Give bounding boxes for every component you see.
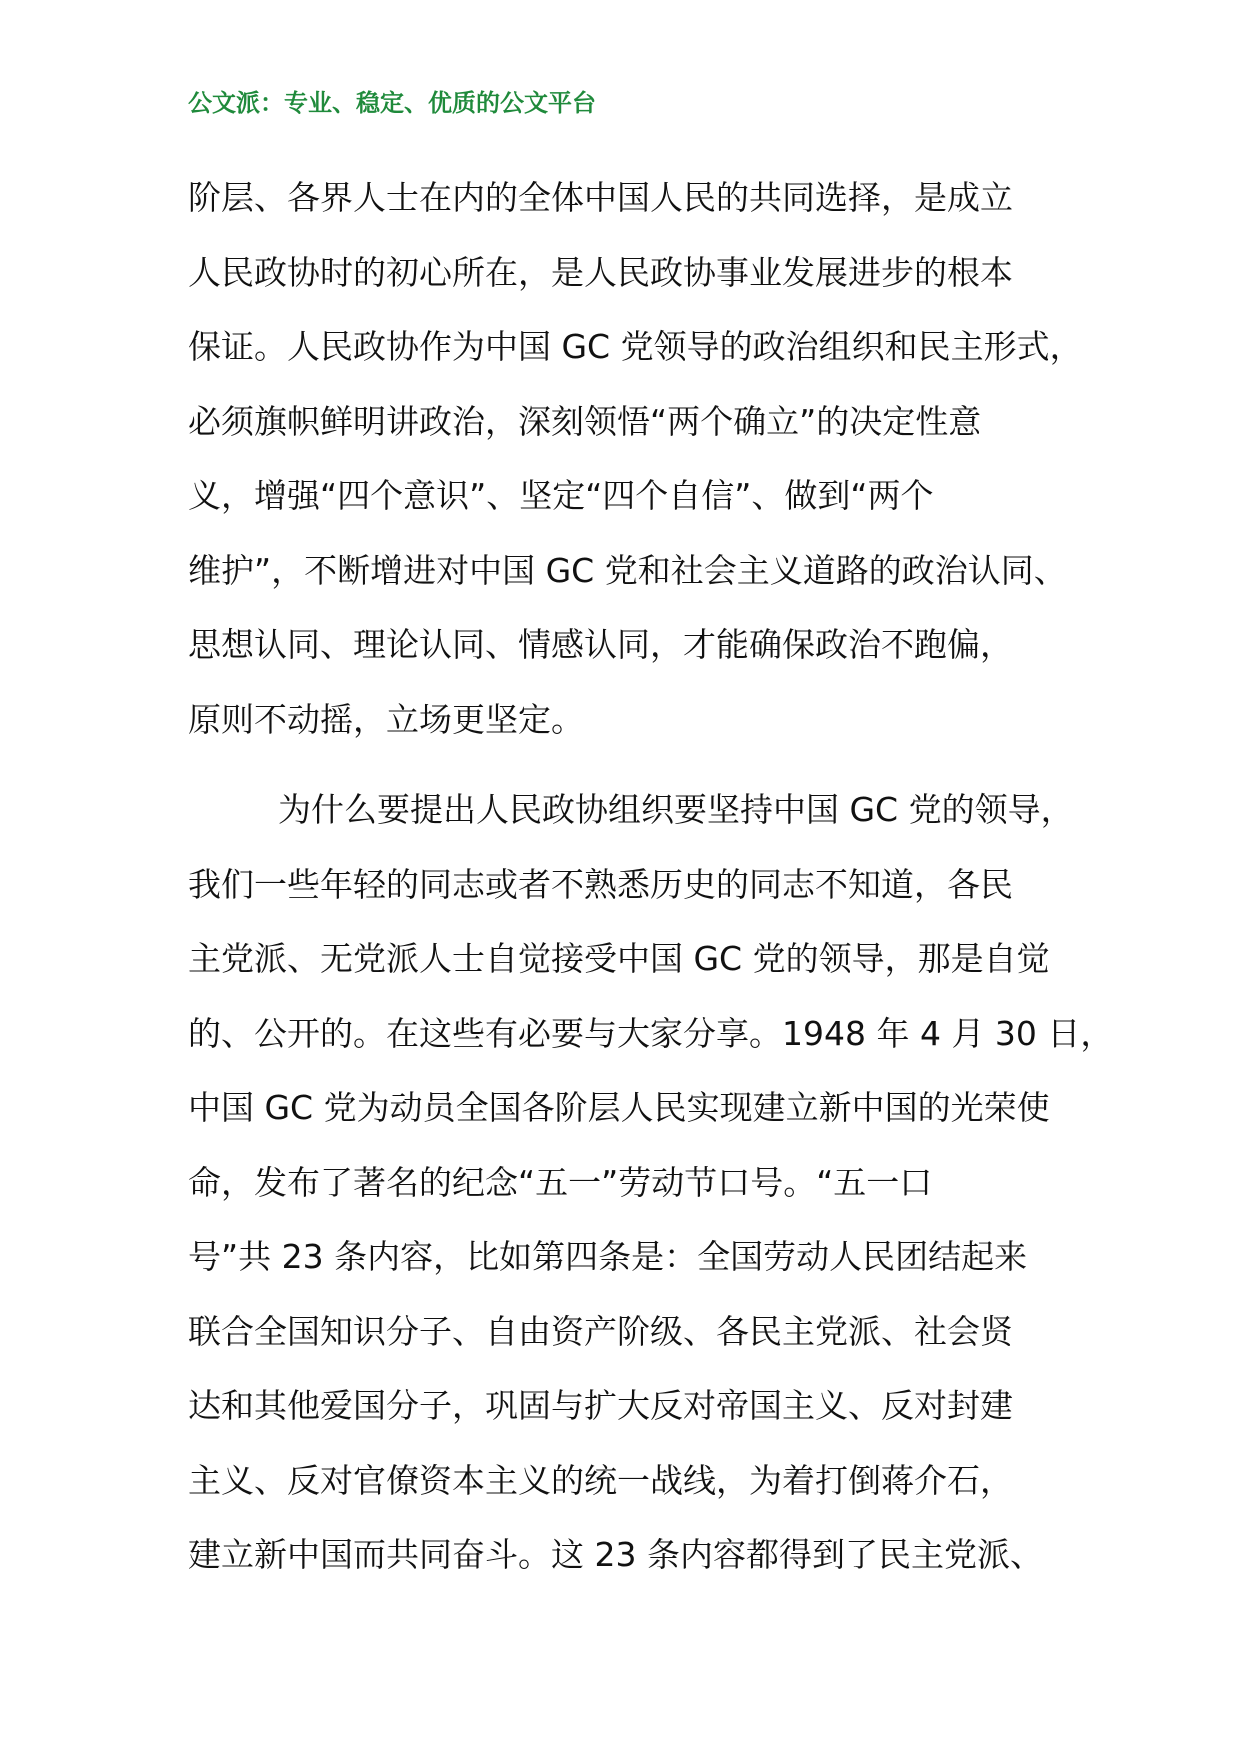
text-line: 的、公开的。在这些有必要与大家分享。1948 年 4 月 30 日， (188, 1013, 1114, 1053)
text-line: 阶层、各界人士在内的全体中国人民的共同选择，是成立 (188, 178, 1013, 217)
page-header: 公文派：专业、稳定、优质的公文平台 (188, 88, 596, 117)
text-line: 维护”，不断增进对中国 GC 党和社会主义道路的政治认同、 (188, 550, 1067, 590)
paragraph-gap (188, 762, 1088, 778)
text-line: 我们一些年轻的同志或者不熟悉历史的同志不知道，各民 (188, 864, 1013, 904)
text-line: 中国 GC 党为动员全国各阶层人民实现建立新中国的光荣使 (188, 1088, 1050, 1127)
text-line: 达和其他爱国分子，巩固与扩大反对帝国主义、反对封建 (188, 1386, 1013, 1425)
text-line: 命，发布了著名的纪念“五一”劳动节口号。“五一口 (188, 1162, 933, 1202)
text-line: 必须旗帜鲜明讲政治，深刻领悟“两个确立”的决定性意 (188, 401, 982, 441)
text-line: 为什么要提出人民政协组织要坚持中国 GC 党的领导， (278, 790, 1074, 829)
paragraph (188, 166, 1088, 762)
text-line: 人民政协时的初心所在，是人民政协事业发展进步的根本 (188, 252, 1013, 292)
text-line: 主义、反对官僚资本主义的统一战线，为着打倒蒋介石， (188, 1460, 1013, 1500)
text-line: 主党派、无党派人士自觉接受中国 GC 党的领导，那是自觉 (188, 939, 1050, 978)
text-line: 原则不动摇，立场更坚定。 (188, 699, 584, 739)
text-line: 义，增强“四个意识”、坚定“四个自信”、做到“两个 (188, 476, 934, 515)
paragraph (188, 778, 1114, 1598)
text-line: 思想认同、理论认同、情感认同，才能确保政治不跑偏， (188, 625, 1013, 664)
text-line: 号”共 23 条内容，比如第四条是：全国劳动人民团结起来 (188, 1237, 1028, 1276)
text-line: 保证。人民政协作为中国 GC 党领导的政治组织和民主形式， (188, 327, 1083, 366)
document-body (188, 166, 1114, 1598)
text-line: 建立新中国而共同奋斗。这 23 条内容都得到了民主党派、 (188, 1535, 1043, 1574)
text-line: 联合全国知识分子、自由资产阶级、各民主党派、社会贤 (188, 1311, 1013, 1351)
